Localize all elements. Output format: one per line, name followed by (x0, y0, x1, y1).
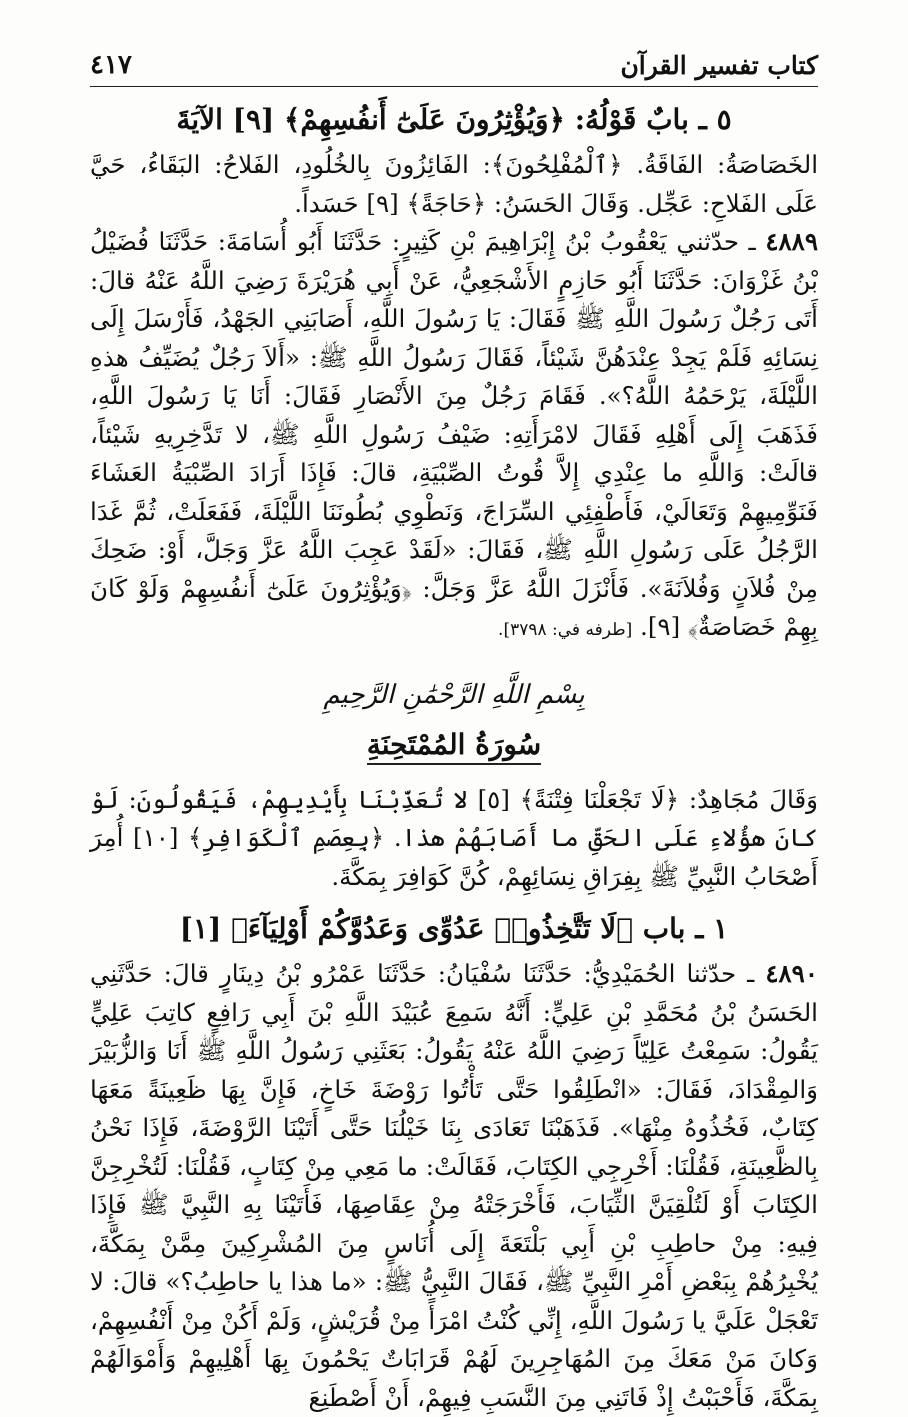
hadith-number: ٤٨٩٠ (765, 959, 818, 988)
hadith-number: ٤٨٨٩ (765, 227, 818, 256)
bab-title-1: ١ ـ باب ﴿لَا تَتَّخِذُوا۟ عَدُوِّى وَعَدُوَّكُمْ أَوْلِيَآءَ﴾ [١] (179, 912, 729, 945)
surah-intro: وَقَالَ مُجَاهِدٌ: ﴿لَا تَجْعَلْنَا فِتْنَةً﴾ [٥] لا تُعَذِّبْنَا بِأَيْدِيهِمْ، فَيَقُولُونَ: لَوْ كانَ هؤُلاءِ عَلَى الحَقِّ ما أَصَابَهُمْ هذا. ﴿بِعِصَمِ ٱلْكَوَافِرِ﴾ [١٠] أُمِرَ أَصْحَابُ النَّبِيِّ ﷺ بِفِرَاقِ نِسَائِهِمْ، كُنَّ كَوَافِرَ بِمَكَّةَ. (90, 784, 818, 891)
document-page (90, 40, 818, 1412)
basmala: بِسْمِ اللَّهِ الرَّحْمَٰنِ الرَّحِيمِ (323, 679, 585, 710)
surah-title-text: سُورَةُ المُمْتَحِنَةِ (367, 728, 542, 765)
cross-reference: [طرفه في: ٣٧٩٨]. (498, 620, 633, 640)
surah-title (90, 728, 818, 761)
hadith-4889 (90, 223, 818, 650)
hadith-text: ـ حدّثنا الحُمَيْدِيُّ: حَدَّثَنَا سُفْيَانُ: حَدَّثَنَا عَمْرُو بْنُ دِينَارٍ قالَ: حَدَّثَنِي الحَسَنُ بْنُ مُحَمَّدِ بْنِ عَلِيٍّ: أَنَّهُ سَمِعَ عُبَيْدَ اللَّهِ بْنَ أَبِي رَافِعٍ كاتِبَ عَلِيٍّ يَقُولُ: سَمِعْتُ عَلِيّاً رَضِيَ اللَّهُ عَنْهُ يَقُولُ: بَعَثَنِي رَسُولُ اللَّهِ ﷺ أَنَا وَالزُّبَيْرَ وَالمِقْدَادَ، فَقَالَ: «انْطَلِقُوا حَتَّى تَأْتُوا رَوْضَةَ خَاخٍ، فَإِنَّ بِهَا ظَعِينَةً مَعَهَا كِتَابٌ، فَخُذُوهُ مِنْهَا». فَذَهَبْنَا تَعَادَى بِنَا خَيْلُنَا حَتَّى أَتَيْنَا الرَّوْضَةَ، فَإِذَا نَحْنُ بِالظَّعِينَةِ، فَقُلْنَا: أَخْرِجِي الكِتَابَ، فَقَالَتْ: ما مَعِي مِنْ كِتَابٍ، فَقُلْنَا: لَتُخْرِجِنَّ الكِتَابَ أَوْ لَتُلْقِيَنَّ الثِّيَابَ، فَأَخْرَجَتْهُ مِنْ عِقَاصِهَا، فَأَتَيْنَا بِهِ النَّبِيَّ ﷺ فَإِذَا فِيهِ: مِنْ حاطِبِ بْنِ أَبِي بَلْتَعَةَ إِلَى أُنَاسٍ مِنَ المُشْرِكِينَ مِمَّنْ بِمَكَّةَ، يُخْبِرُهُمْ بِبَعْضِ أَمْرِ النَّبِيِّ ﷺ، فَقَالَ النَّبِيُّ ﷺ: «ما هذا يا حاطِبُ؟» قالَ: لا تَعْجَلْ عَلَيَّ يا رَسُولَ اللَّهِ، إِنِّي كُنْتُ امْرَأً مِنْ قُرَيْشٍ، وَلَمْ أَكُنْ مِنْ أَنْفُسِهِمْ، وَكانَ مَنْ مَعَكَ مِنَ المُهَاجِرِينَ لَهُمْ قَرَابَاتٌ يَحْمُونَ بِهَا أَهْلِيهِمْ وَأَمْوَالَهُمْ بِمَكَّةَ، فَأَحْبَبْتُ إِذْ فَاتَنِي مِنَ النَّسَبِ فِيهِمْ، أَنْ أَصْطَنِعَ (90, 959, 818, 1412)
bab-title-5: ٥ ـ بابٌ قَوْلُهُ: ﴿وَيُؤْثِرُونَ عَلَىٰٓ أَنفُسِهِمْ﴾ [٩] الآيَةَ (176, 103, 732, 136)
section-intro: الخَصَاصَةُ: الفَاقَةُ. ﴿ٱلْمُفْلِحُونَ﴾: الفَائِزُونَ بِالخُلُودِ، الفَلاحُ: البَقَاءُ، حَيَّ عَلَى الفَلاحِ: عَجِّل. وَقَالَ الحَسَنُ: ﴿حَاجَةً﴾ [٩] حَسَداً. (90, 150, 818, 218)
hadith-4890 (90, 955, 818, 1417)
page-header (90, 40, 818, 87)
book-title: كتاب تفسير القرآن (620, 51, 818, 80)
page-number: ٤١٧ (90, 50, 132, 80)
hadith-text: ـ حدّثني يَعْقُوبُ بْنُ إِبْرَاهِيمَ بْنِ كَثِيرٍ: حَدَّثَنَا أَبُو أُسَامَةَ: حَدَّثَنَا فُضَيْلُ بْنُ غَزْوَانَ: حَدَّثَنَا أَبُو حَازِمٍ الأَشْجَعِيُّ، عَنْ أَبِي هُرَيْرَةَ رَضِيَ اللَّهُ عَنْهُ قالَ: أَتَى رَجُلٌ رَسُولَ اللَّهِ ﷺ فَقَالَ: يَا رَسُولَ اللَّهِ، أَصَابَنِي الجَهْدُ، فَأَرْسَلَ إِلَى نِسَائِهِ فَلَمْ يَجِدْ عِنْدَهُنَّ شَيْئاً، فَقَالَ رَسُولُ اللَّهِ ﷺ: «أَلاَ رَجُلٌ يُضَيِّفُ هذهِ اللَّيْلَةَ، يَرْحَمُهُ اللَّهُ؟». فَقَامَ رَجُلٌ مِنَ الأَنْصَارِ فَقَالَ: أَنَا يَا رَسُولَ اللَّهِ، فَذَهَبَ إِلَى أَهْلِهِ فَقَالَ لامْرَأَتِهِ: ضَيْفُ رَسُولِ اللَّهِ ﷺ، لا تَدَّخِرِيهِ شَيْئاً، قالَتْ: وَاللَّهِ ما عِنْدِي إِلاَّ قُوتُ الصِّبْيَةِ، قالَ: فَإِذَا أَرَادَ الصِّبْيَةُ العَشَاءَ فَنَوِّمِيهِمْ وَتَعَالَيْ، فَأَطْفِئِي السِّرَاجَ، وَنَطْوِي بُطُونَنَا اللَّيْلَةَ، فَفَعَلَتْ، ثُمَّ غَدَا الرَّجُلُ عَلَى رَسُولِ اللَّهِ ﷺ، فَقَالَ: «لَقَدْ عَجِبَ اللَّهُ عَزَّ وَجَلَّ، أَوْ: ضَحِكَ مِنْ فُلاَنٍ وَفُلاَنَةَ». فَأَنْزَلَ اللَّهُ عَزَّ وَجَلَّ: ﴿وَيُؤْثِرُونَ عَلَىٰٓ أَنفُسِهِمْ وَلَوْ كَانَ بِهِمْ خَصَاصَةٌ﴾ [٩]. (90, 227, 818, 641)
